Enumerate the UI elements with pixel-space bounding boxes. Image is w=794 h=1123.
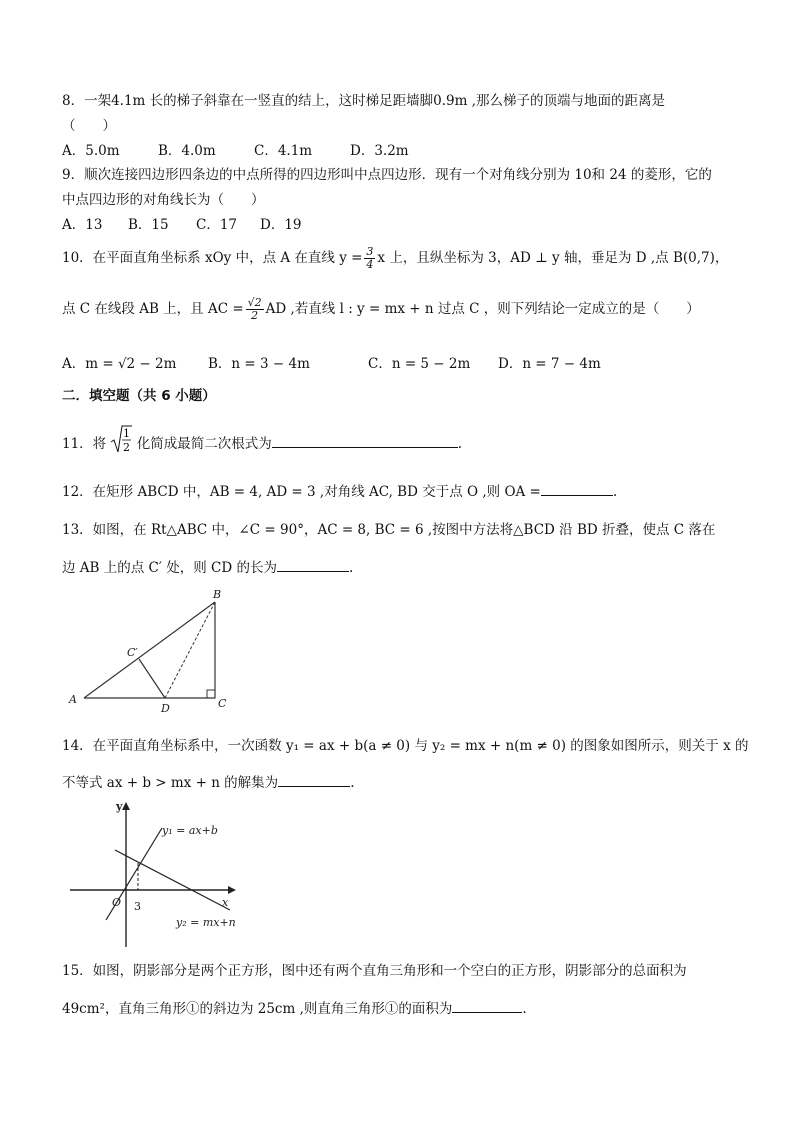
q9-option-c: C．17 bbox=[196, 217, 238, 233]
q8-line1: 8．一架4.1m 长的梯子斜靠在一竖直的结上，这时梯足距墙脚0.9m ,那么梯子的顶端与地面的距离是 bbox=[62, 93, 666, 109]
q10-fraction bbox=[364, 246, 375, 271]
q14-line2 bbox=[62, 772, 354, 792]
q13-text: 边 AB 上的点 C′ 处，则 CD 的长为 bbox=[62, 560, 277, 576]
q15-end: . bbox=[522, 1001, 527, 1017]
q13-answer-blank[interactable] bbox=[277, 557, 349, 572]
origin-label: O bbox=[112, 896, 122, 909]
section-fill-blank-title: 二．填空题（共 6 小题） bbox=[62, 388, 216, 404]
q12-text: 12．在矩形 ABCD 中，AB = 4, AD = 3 ,对角线 AC, BD 交于点 O ,则 OA = bbox=[62, 484, 541, 500]
q10-option-c: C．n = 5 − 2m bbox=[368, 356, 471, 372]
q9-line1: 9．顺次连接四边形四条边的中点所得的四边形叫中点四边形．现有一个对角线分别为 10和 24 的菱形，它的 bbox=[62, 167, 712, 183]
q8-option-c: C．4.1m bbox=[254, 143, 313, 159]
q11-end: . bbox=[457, 436, 463, 452]
q15-line2 bbox=[62, 998, 527, 1018]
label-B: B bbox=[213, 588, 222, 601]
q9-option-d: D．19 bbox=[260, 217, 302, 233]
q12-line bbox=[62, 481, 617, 501]
q11-rad-den: 2 bbox=[123, 441, 131, 454]
q14-answer-blank[interactable] bbox=[278, 772, 350, 787]
q11-text-1: 11．将 bbox=[62, 436, 107, 452]
q12-end: . bbox=[612, 484, 618, 500]
q11-answer-blank[interactable] bbox=[272, 433, 458, 448]
label-A: A bbox=[69, 693, 77, 706]
q11-radical bbox=[110, 424, 132, 465]
line-y2-label: y₂ = mx+n bbox=[176, 916, 236, 929]
q8-option-a: A．5.0m bbox=[62, 143, 120, 159]
q8-line2: （ ） bbox=[62, 118, 116, 134]
axis-y-label: y bbox=[116, 800, 123, 813]
q9-option-b: B．15 bbox=[128, 217, 169, 233]
label-C-prime: C′ bbox=[127, 646, 138, 659]
q10-text-4: AD ,若直线 l : y = mx + n 过点 C ，则下列结论一定成立的是（ ） bbox=[265, 301, 700, 317]
q8-options bbox=[62, 142, 409, 160]
q15-text: 49cm²，直角三角形①的斜边为 25cm ,则直角三角形①的面积为 bbox=[62, 1001, 453, 1017]
q9-option-a: A．13 bbox=[62, 217, 103, 233]
q9-options bbox=[62, 216, 302, 234]
q8-option-b: B．4.0m bbox=[158, 143, 216, 159]
q10-text-2: x 上，且纵坐标为 3，AD ⊥ y 轴，垂足为 D ,点 B(0,7)， bbox=[377, 250, 729, 266]
q10-text-3: 点 C 在线段 AB 上，且 AC = bbox=[62, 301, 244, 317]
q11-text-2: 化简成最简二次根式为 bbox=[136, 436, 272, 452]
line-y1-label: y₁ = ax+b bbox=[162, 824, 218, 837]
q10-frac2-num: √2 bbox=[247, 296, 262, 309]
q10-frac2-den: 2 bbox=[251, 309, 259, 322]
q10-text-1: 10．在平面直角坐标系 xOy 中，点 A 在直线 y = bbox=[62, 250, 363, 266]
axis-x-label: x bbox=[222, 896, 229, 909]
q10-fraction-2 bbox=[246, 297, 264, 322]
q10-line2 bbox=[62, 296, 700, 322]
q15-line1: 15．如图，阴影部分是两个正方形，图中还有两个直角三角形和一个空白的正方形，阴影部分的总面积为 bbox=[62, 963, 687, 979]
q10-option-d: D．n = 7 − 4m bbox=[498, 356, 601, 372]
q13-line1: 13．如图，在 Rt△ABC 中，∠C = 90°，AC = 8, BC = 6 ,按图中方法将△BCD 沿 BD 折叠，使点 C 落在 bbox=[62, 522, 716, 538]
q11-rad-num: 1 bbox=[123, 427, 131, 440]
q10-option-b: B．n = 3 − 4m bbox=[208, 356, 310, 372]
q14-text: 不等式 ax + b > mx + n 的解集为 bbox=[62, 775, 279, 791]
q9-line2: 中点四边形的对角线长为（ ） bbox=[62, 192, 265, 208]
q12-answer-blank[interactable] bbox=[541, 481, 613, 496]
q14-line1: 14．在平面直角坐标系中，一次函数 y₁ = ax + b(a ≠ 0) 与 y₂ = mx + n(m ≠ 0) 的图象如图所示，则关于 x 的 bbox=[62, 738, 749, 754]
label-D: D bbox=[161, 702, 170, 715]
q10-frac-num: 3 bbox=[366, 245, 374, 258]
tick-3-label: 3 bbox=[134, 900, 141, 913]
q14-end: . bbox=[350, 775, 355, 791]
q10-option-a: A．m = √2 − 2m bbox=[62, 356, 177, 372]
q13-triangle-figure bbox=[62, 585, 242, 715]
sqrt-sign-icon bbox=[110, 424, 132, 454]
q8-option-d: D．3.2m bbox=[350, 143, 409, 159]
q10-line1 bbox=[62, 245, 728, 271]
q13-end: . bbox=[348, 560, 354, 576]
q11-line bbox=[62, 424, 462, 465]
q14-graph-figure bbox=[70, 800, 290, 950]
label-C: C bbox=[218, 697, 227, 710]
q13-line2 bbox=[62, 557, 353, 577]
q10-frac-den: 4 bbox=[366, 258, 374, 271]
q10-options bbox=[62, 355, 601, 373]
q15-answer-blank[interactable] bbox=[452, 998, 522, 1013]
